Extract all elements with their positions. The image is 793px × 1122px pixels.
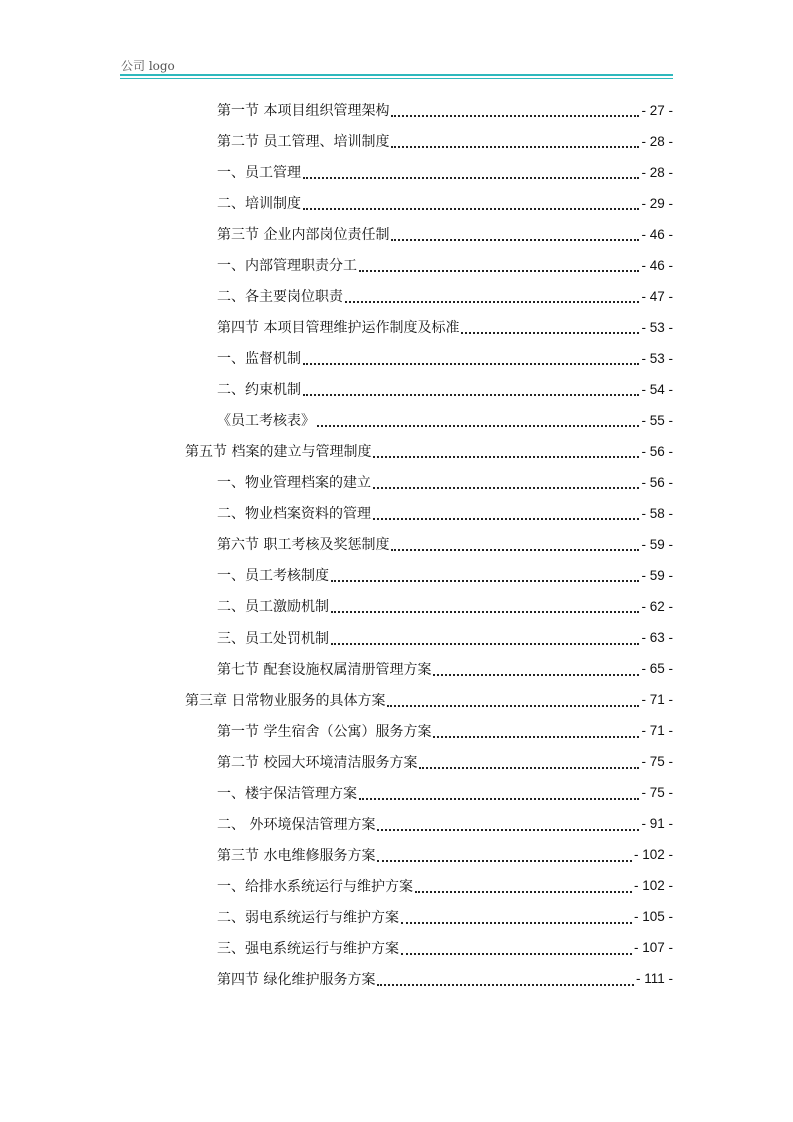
toc-entry[interactable] <box>217 250 673 280</box>
toc-entry[interactable] <box>217 498 673 528</box>
toc-entry[interactable] <box>217 467 673 497</box>
toc-entry-label: 一、物业管理档案的建立 <box>217 475 371 492</box>
toc-entry[interactable] <box>217 188 673 218</box>
toc-entry[interactable] <box>217 809 673 839</box>
toc-dot-leader <box>391 225 639 241</box>
toc-dot-leader <box>345 287 639 303</box>
toc-entry-page-number: - 102 - <box>633 878 673 894</box>
toc-entry[interactable] <box>217 716 673 746</box>
toc-dot-leader <box>391 132 639 148</box>
toc-entry-label: 一、内部管理职责分工 <box>217 258 357 275</box>
toc-dot-leader <box>377 970 634 986</box>
toc-dot-leader <box>377 815 639 831</box>
toc-entry-page-number: - 59 - <box>641 536 673 552</box>
toc-entry-page-number: - 75 - <box>641 754 673 770</box>
toc-dot-leader <box>331 566 639 582</box>
toc-entry-label: 第一节 本项目组织管理架构 <box>217 103 390 119</box>
toc-entry[interactable] <box>217 343 673 373</box>
page-header <box>120 58 673 79</box>
toc-entry-label: 一、给排水系统运行与维护方案 <box>217 878 413 895</box>
toc-entry[interactable] <box>217 964 673 994</box>
toc-entry[interactable] <box>217 529 673 559</box>
toc-dot-leader <box>303 163 639 179</box>
toc-entry-label: 一、监督机制 <box>217 351 301 368</box>
toc-entry-label: 第二节 校园大环境清洁服务方案 <box>217 754 418 771</box>
toc-dot-leader <box>303 194 639 210</box>
toc-entry-page-number: - 53 - <box>641 319 673 335</box>
toc-dot-leader <box>331 629 639 645</box>
toc-entry[interactable] <box>217 95 673 125</box>
toc-entry-page-number: - 54 - <box>641 381 673 397</box>
toc-entry[interactable] <box>217 312 673 342</box>
toc-entry-page-number: - 111 - <box>635 971 673 987</box>
toc-entry-page-number: - 27 - <box>641 102 673 118</box>
toc-entry-label: 二、弱电系统运行与维护方案 <box>217 909 399 926</box>
toc-entry[interactable] <box>185 685 673 715</box>
toc-entry[interactable] <box>185 436 673 466</box>
toc-entry-label: 第七节 配套设施权属清册管理方案 <box>217 661 432 678</box>
toc-entry[interactable] <box>217 933 673 963</box>
toc-entry[interactable] <box>217 623 673 653</box>
toc-entry-page-number: - 28 - <box>641 164 673 180</box>
toc-entry[interactable] <box>217 126 673 156</box>
toc-entry-page-number: - 62 - <box>641 598 673 614</box>
toc-entry-label: 第四节 绿化维护服务方案 <box>217 971 376 988</box>
toc-entry-page-number: - 75 - <box>641 785 673 801</box>
toc-entry-label: 二、约束机制 <box>217 382 301 399</box>
toc-entry-label: 一、员工管理 <box>217 165 301 182</box>
toc-dot-leader <box>419 753 639 769</box>
toc-entry-label: 《员工考核表》 <box>217 413 315 430</box>
toc-entry-page-number: - 46 - <box>641 257 673 273</box>
toc-entry-label: 三、强电系统运行与维护方案 <box>217 940 399 957</box>
toc-entry-page-number: - 46 - <box>641 226 673 242</box>
toc-dot-leader <box>387 691 639 707</box>
toc-entry[interactable] <box>217 778 673 808</box>
toc-entry-label: 二、培训制度 <box>217 196 301 213</box>
toc-entry[interactable] <box>217 654 673 684</box>
toc-dot-leader <box>401 939 632 955</box>
toc-dot-leader <box>401 908 632 924</box>
toc-entry[interactable] <box>217 560 673 590</box>
toc-dot-leader <box>359 256 639 272</box>
toc-dot-leader <box>303 349 639 365</box>
toc-entry-label: 二、员工激励机制 <box>217 599 329 616</box>
toc-entry-page-number: - 107 - <box>633 940 673 956</box>
header-rule-thick <box>120 74 673 76</box>
toc-dot-leader <box>373 442 639 458</box>
toc-entry-label: 第一节 学生宿舍（公寓）服务方案 <box>217 723 432 740</box>
toc-entry-label: 第三节 水电维修服务方案 <box>217 847 376 864</box>
toc-entry[interactable] <box>217 747 673 777</box>
toc-entry-label: 一、员工考核制度 <box>217 568 329 585</box>
toc-entry[interactable] <box>217 840 673 870</box>
toc-entry-label: 第五节 档案的建立与管理制度 <box>185 444 372 461</box>
toc-entry-page-number: - 65 - <box>641 661 673 677</box>
toc-entry-label: 三、员工处罚机制 <box>217 630 329 647</box>
toc-entry-page-number: - 29 - <box>641 195 673 211</box>
toc-entry-label: 二、 外环境保洁管理方案 <box>217 816 376 833</box>
toc-entry-page-number: - 102 - <box>633 847 673 863</box>
toc-dot-leader <box>331 597 639 613</box>
toc-dot-leader <box>433 722 639 738</box>
toc-dot-leader <box>415 877 632 893</box>
toc-entry[interactable] <box>217 219 673 249</box>
toc-entry-page-number: - 28 - <box>641 133 673 149</box>
toc-dot-leader <box>303 380 639 396</box>
toc-entry-label: 第二节 员工管理、培训制度 <box>217 134 390 151</box>
toc-entry-label: 第四节 本项目管理维护运作制度及标准 <box>217 320 460 337</box>
toc-dot-leader <box>377 846 632 862</box>
toc-dot-leader <box>461 318 639 334</box>
toc-dot-leader <box>317 411 639 427</box>
toc-entry-page-number: - 71 - <box>641 723 673 739</box>
toc-entry[interactable] <box>217 591 673 621</box>
toc-entry[interactable] <box>217 405 673 435</box>
toc-entry-page-number: - 59 - <box>641 567 673 583</box>
toc-entry-label: 二、物业档案资料的管理 <box>217 506 371 523</box>
toc-entry-page-number: - 56 - <box>641 443 673 459</box>
toc-entry[interactable] <box>217 871 673 901</box>
header-logo-text: 公司 logo <box>121 59 175 73</box>
header-rule-thin <box>120 78 673 79</box>
toc-entry-label: 第六节 职工考核及奖惩制度 <box>217 537 390 554</box>
toc-entry-label: 第三节 企业内部岗位责任制 <box>217 227 390 244</box>
toc-dot-leader <box>373 504 639 520</box>
toc-entry-page-number: - 53 - <box>641 350 673 366</box>
toc-entry-page-number: - 71 - <box>641 692 673 708</box>
toc-entry-page-number: - 55 - <box>641 412 673 428</box>
toc-entry-label: 一、楼宇保洁管理方案 <box>217 785 357 802</box>
toc-entry-label: 第三章 日常物业服务的具体方案 <box>185 692 386 709</box>
toc-entry-page-number: - 63 - <box>641 630 673 645</box>
toc-entry[interactable] <box>217 902 673 932</box>
toc-entry-page-number: - 56 - <box>641 474 673 490</box>
toc-dot-leader <box>391 535 639 551</box>
toc-entry-page-number: - 105 - <box>633 909 673 925</box>
toc-entry-page-number: - 58 - <box>641 505 673 521</box>
toc-entry-page-number: - 91 - <box>641 816 673 832</box>
toc-entry[interactable] <box>217 374 673 404</box>
toc-entry[interactable] <box>217 281 673 311</box>
toc-dot-leader <box>433 660 639 676</box>
toc-entry-label: 二、各主要岗位职责 <box>217 289 343 306</box>
toc-dot-leader <box>391 101 639 117</box>
toc-dot-leader <box>373 473 639 489</box>
toc-entry[interactable] <box>217 157 673 187</box>
toc-dot-leader <box>359 784 639 800</box>
toc-entry-page-number: - 47 - <box>641 288 673 304</box>
